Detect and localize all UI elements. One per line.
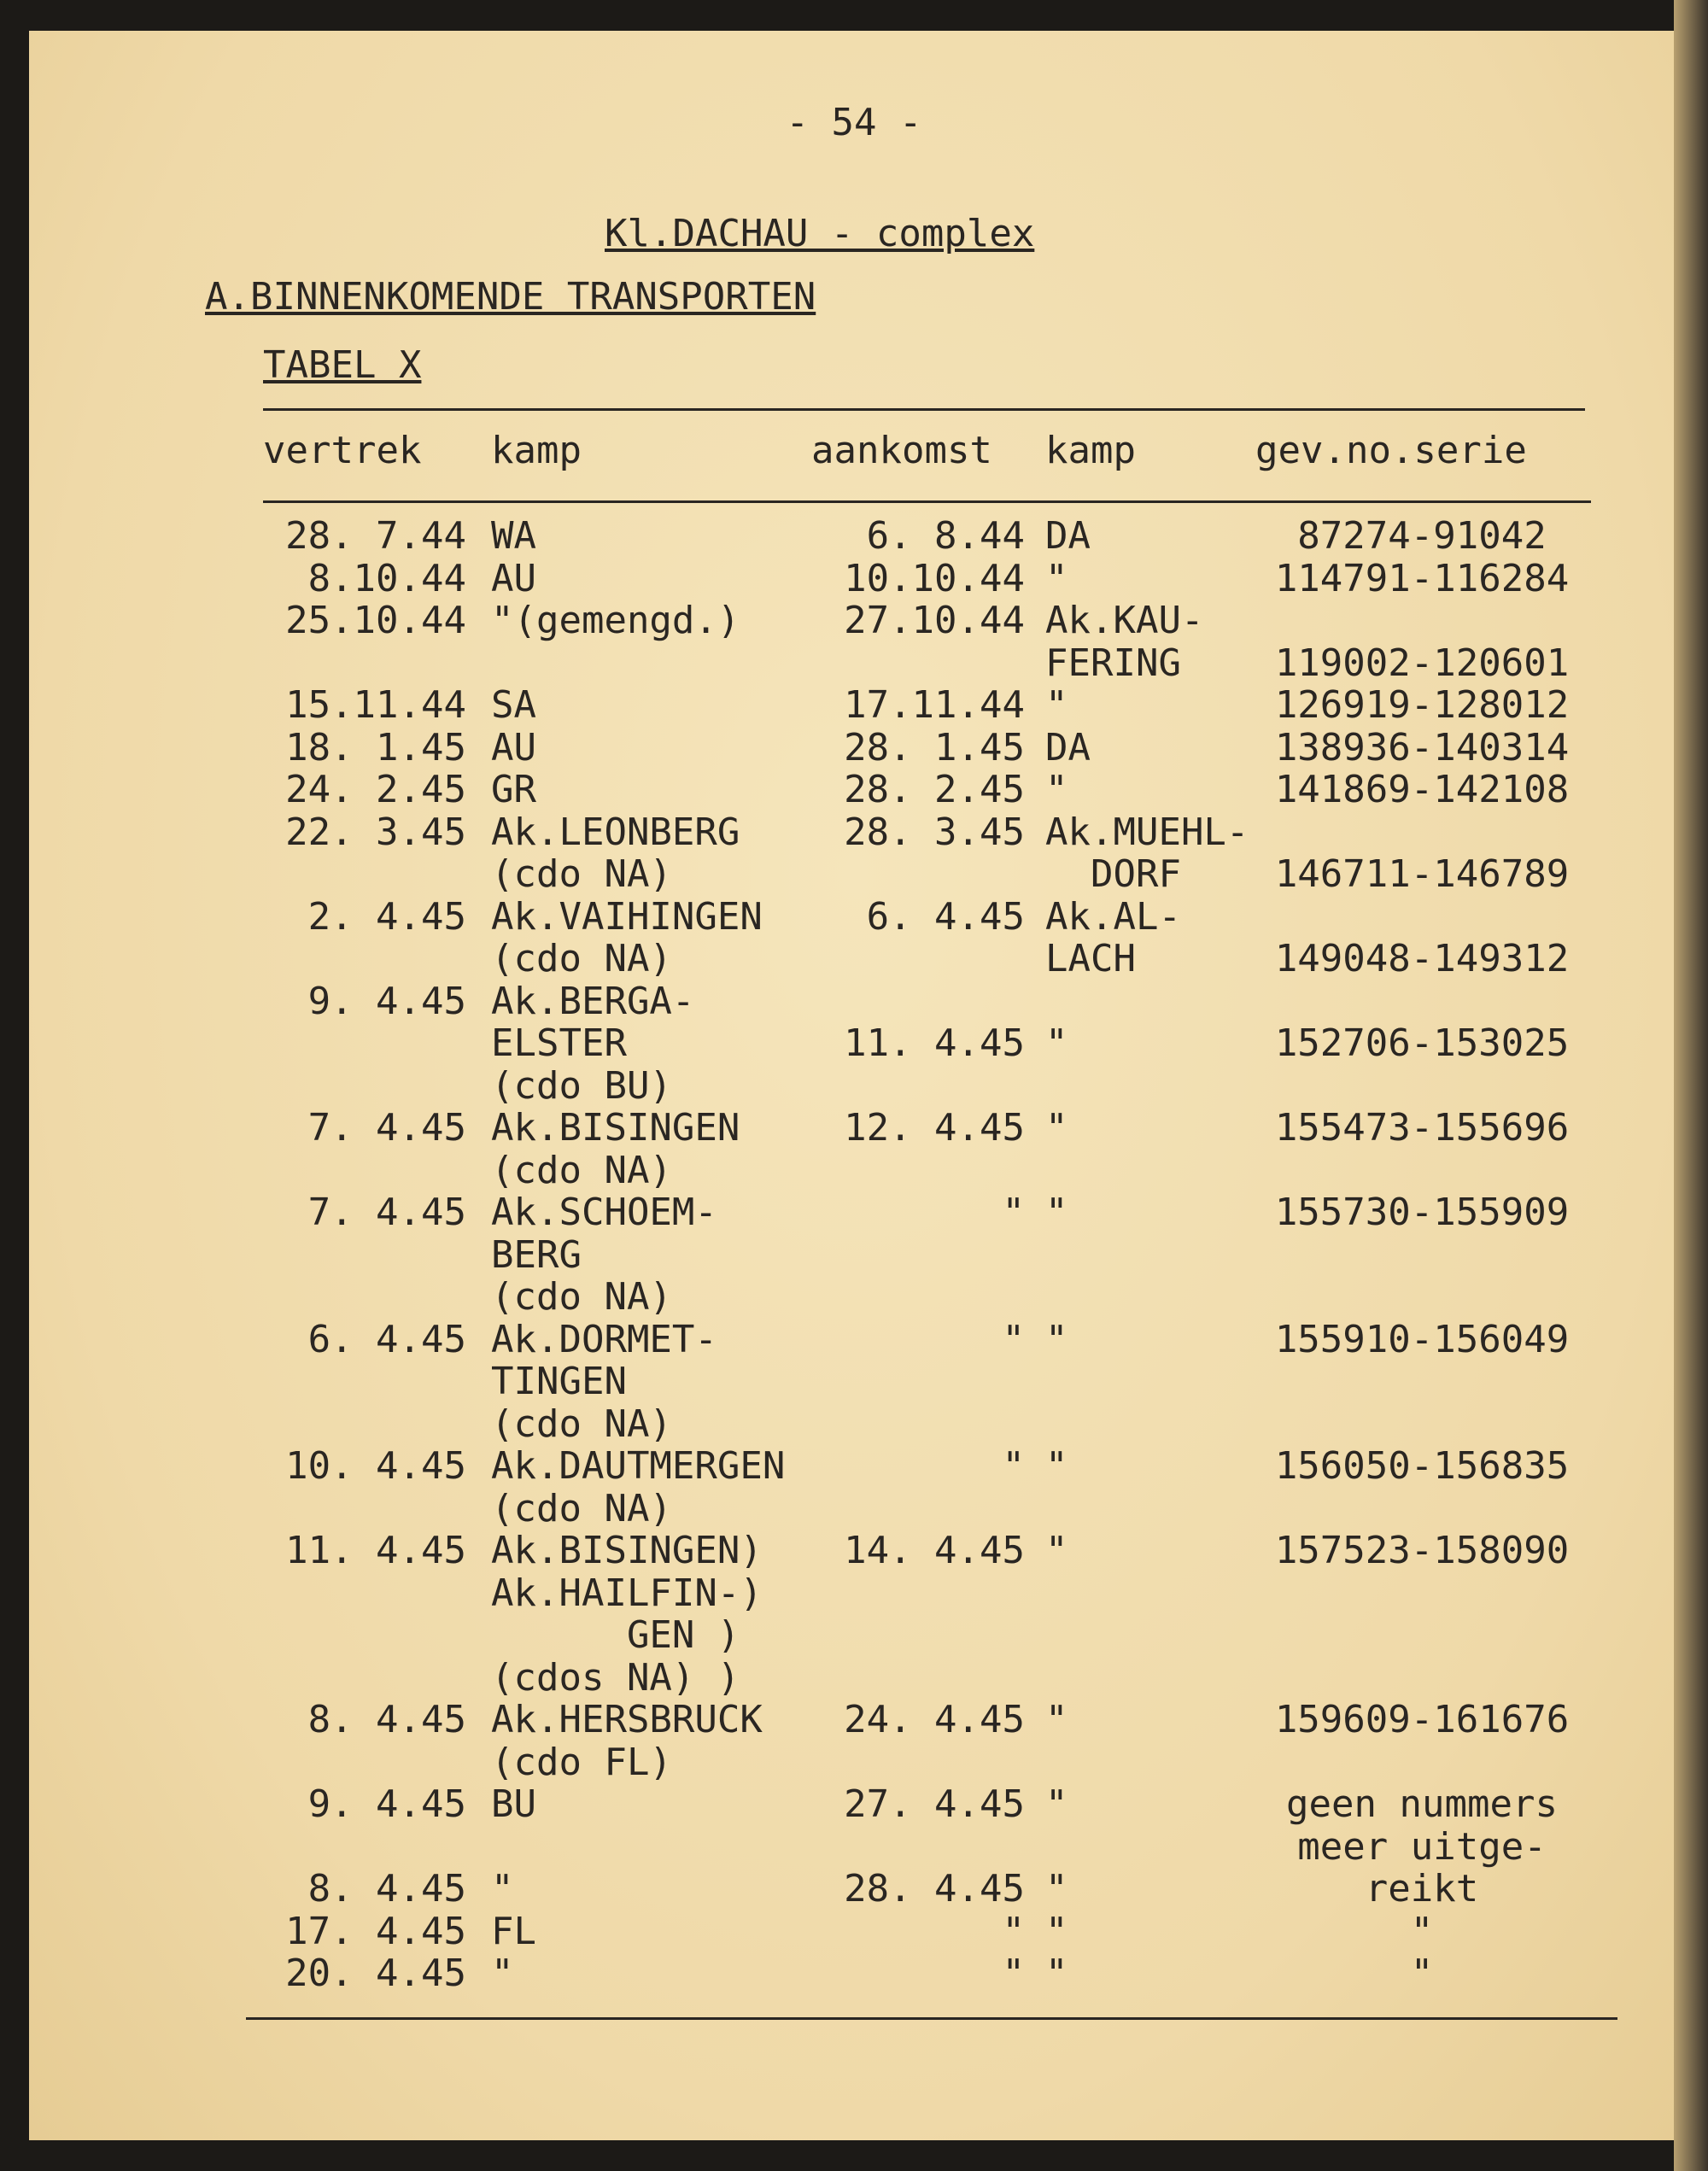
table-row (0, 556, 1708, 602)
arrival-date: 28. 2.45 (844, 768, 1025, 811)
number-series: 141869-142108 (1274, 768, 1570, 811)
arrival-camp: Ak.MUEHL- (1045, 810, 1249, 854)
number-series: 149048-149312 (1274, 937, 1570, 980)
departure-camp: Ak.BISINGEN (491, 1106, 740, 1150)
table-row (0, 599, 1708, 644)
arrival-date: " (1002, 1191, 1025, 1234)
arrival-camp: DA (1045, 725, 1091, 770)
table-row (0, 1486, 1708, 1532)
arrival-camp: DORF (1045, 852, 1181, 896)
departure-date: 15.11.44 (285, 683, 466, 727)
section-heading: A.BINNENKOMENDE TRANSPORTEN (205, 275, 816, 319)
departure-camp: (cdo NA) (491, 1275, 672, 1319)
departure-date: 6. 4.45 (307, 1317, 466, 1361)
page-title: Kl.DACHAU - complex (605, 212, 1035, 255)
table-row (0, 1063, 1708, 1109)
departure-camp: AU (491, 556, 536, 600)
departure-date: 10. 4.45 (285, 1444, 466, 1488)
arrival-camp: " (1045, 1782, 1068, 1826)
number-series: 87274-91042 (1297, 514, 1547, 558)
departure-camp: ELSTER (491, 1021, 627, 1065)
arrival-date: 14. 4.45 (844, 1529, 1025, 1572)
table-label: TABEL X (263, 343, 422, 387)
departure-camp: GEN ) (491, 1613, 740, 1657)
departure-date: 18. 1.45 (285, 725, 466, 770)
table-row (0, 1782, 1708, 1828)
departure-camp: Ak.HERSBRUCK (491, 1698, 763, 1741)
table-row (0, 1021, 1708, 1067)
arrival-date: 27. 4.45 (844, 1782, 1025, 1826)
departure-camp: (cdo BU) (491, 1063, 672, 1108)
departure-camp: (cdo NA) (491, 1486, 672, 1530)
table-row (0, 1401, 1708, 1448)
departure-camp: (cdo NA) (491, 1401, 672, 1446)
departure-camp: AU (491, 725, 536, 770)
table-row (0, 1952, 1708, 1997)
arrival-camp: " (1045, 1317, 1068, 1361)
departure-camp: Ak.DORMET- (491, 1317, 717, 1361)
table-row (0, 1571, 1708, 1617)
arrival-camp: " (1045, 1191, 1068, 1234)
arrival-date: 10.10.44 (844, 556, 1025, 600)
departure-camp: GR (491, 768, 536, 811)
number-series: 138936-140314 (1274, 725, 1570, 770)
table-row (0, 1740, 1708, 1786)
arrival-camp: Ak.AL- (1045, 894, 1181, 939)
header-aankomst: aankomst (811, 429, 992, 472)
departure-date: 9. 4.45 (307, 1782, 466, 1826)
number-series: " (1410, 1952, 1434, 1995)
departure-date: 8.10.44 (307, 556, 466, 600)
arrival-camp: " (1045, 683, 1068, 727)
arrival-date: 28. 3.45 (844, 810, 1025, 854)
table-row (0, 1275, 1708, 1320)
table-row (0, 1529, 1708, 1574)
departure-camp: " (491, 1867, 514, 1911)
departure-date: 9. 4.45 (307, 979, 466, 1023)
table-row (0, 641, 1708, 687)
departure-camp: BU (491, 1782, 536, 1826)
table-row (0, 725, 1708, 771)
departure-camp: TINGEN (491, 1360, 627, 1403)
table-row (0, 979, 1708, 1025)
arrival-camp: " (1045, 1106, 1068, 1150)
table-row (0, 1909, 1708, 1955)
departure-date: 7. 4.45 (307, 1191, 466, 1234)
arrival-date: 28. 4.45 (844, 1867, 1025, 1911)
departure-camp: " (491, 1952, 514, 1995)
header-vertrek: vertrek (263, 429, 422, 472)
departure-camp: Ak.SCHOEM- (491, 1191, 717, 1234)
table-row (0, 1106, 1708, 1151)
table-row (0, 1444, 1708, 1489)
table-row (0, 514, 1708, 559)
table-row (0, 1360, 1708, 1405)
departure-camp: "(gemengd.) (491, 599, 740, 642)
departure-camp: SA (491, 683, 536, 727)
table-row (0, 1867, 1708, 1912)
arrival-camp: " (1045, 1698, 1068, 1741)
arrival-camp: DA (1045, 514, 1091, 558)
departure-camp: Ak.BISINGEN) (491, 1529, 763, 1572)
departure-camp: WA (491, 514, 536, 558)
number-series: 157523-158090 (1274, 1529, 1570, 1572)
arrival-date: 6. 4.45 (866, 894, 1025, 939)
arrival-date: 28. 1.45 (844, 725, 1025, 770)
arrival-date: " (1002, 1952, 1025, 1995)
departure-camp: Ak.VAIHINGEN (491, 894, 763, 939)
table-row (0, 1191, 1708, 1236)
departure-date: 11. 4.45 (285, 1529, 466, 1572)
table-row (0, 894, 1708, 940)
departure-camp: FL (491, 1909, 536, 1953)
departure-camp: (cdos NA) ) (491, 1655, 740, 1700)
arrival-date: 11. 4.45 (844, 1021, 1025, 1065)
number-series: " (1410, 1909, 1434, 1953)
header-bottom-rule (263, 500, 1591, 503)
number-series: 159609-161676 (1274, 1698, 1570, 1741)
arrival-date: " (1002, 1444, 1025, 1488)
number-series: 156050-156835 (1274, 1444, 1570, 1488)
departure-camp: Ak.BERGA- (491, 979, 695, 1023)
departure-date: 20. 4.45 (285, 1952, 466, 1995)
number-series: reikt (1365, 1867, 1479, 1911)
arrival-camp: " (1045, 1444, 1068, 1488)
number-series: 155473-155696 (1274, 1106, 1570, 1150)
arrival-camp: " (1045, 1952, 1068, 1995)
table-top-rule (263, 408, 1585, 411)
table-row (0, 1698, 1708, 1743)
arrival-date: 12. 4.45 (844, 1106, 1025, 1150)
departure-date: 22. 3.45 (285, 810, 466, 854)
table-bottom-rule (246, 2017, 1617, 2020)
table-row (0, 1824, 1708, 1870)
arrival-camp: " (1045, 556, 1068, 600)
arrival-date: " (1002, 1909, 1025, 1953)
table-row (0, 1232, 1708, 1279)
departure-date: 2. 4.45 (307, 894, 466, 939)
number-series: 155910-156049 (1274, 1317, 1570, 1361)
departure-camp: Ak.DAUTMERGEN (491, 1444, 786, 1488)
number-series: geen nummers (1286, 1782, 1558, 1826)
arrival-camp: " (1045, 768, 1068, 811)
departure-date: 24. 2.45 (285, 768, 466, 811)
departure-camp: Ak.LEONBERG (491, 810, 740, 854)
table-row (0, 1655, 1708, 1701)
departure-camp: (cdo NA) (491, 852, 672, 896)
departure-date: 17. 4.45 (285, 1909, 466, 1953)
number-series: meer uitge- (1297, 1824, 1547, 1869)
table-row (0, 768, 1708, 813)
number-series: 126919-128012 (1274, 683, 1570, 727)
table-row (0, 1317, 1708, 1363)
number-series: 119002-120601 (1274, 641, 1570, 685)
departure-camp: (cdo NA) (491, 937, 672, 980)
departure-date: 8. 4.45 (307, 1867, 466, 1911)
number-series: 152706-153025 (1274, 1021, 1570, 1065)
departure-camp: (cdo NA) (491, 1148, 672, 1192)
header-kamp-arrival: kamp (1045, 429, 1136, 472)
arrival-camp: " (1045, 1021, 1068, 1065)
arrival-camp: Ak.KAU- (1045, 599, 1204, 642)
departure-camp: (cdo FL) (491, 1740, 672, 1784)
departure-date: 25.10.44 (285, 599, 466, 642)
arrival-date: 27.10.44 (844, 599, 1025, 642)
number-series: 155730-155909 (1274, 1191, 1570, 1234)
arrival-camp: " (1045, 1909, 1068, 1953)
arrival-camp: " (1045, 1867, 1068, 1911)
header-kamp: kamp (491, 429, 582, 472)
table-row (0, 852, 1708, 898)
table-row (0, 1613, 1708, 1659)
arrival-camp: FERING (1045, 641, 1181, 685)
departure-camp: Ak.HAILFIN-) (491, 1571, 763, 1615)
page-number: - 54 - (786, 101, 922, 144)
table-row (0, 683, 1708, 729)
table-row (0, 810, 1708, 856)
arrival-date: 17.11.44 (844, 683, 1025, 727)
arrival-camp: " (1045, 1529, 1068, 1572)
arrival-date: " (1002, 1317, 1025, 1361)
number-series: 114791-116284 (1274, 556, 1570, 600)
arrival-date: 6. 8.44 (866, 514, 1025, 558)
arrival-date: 24. 4.45 (844, 1698, 1025, 1741)
departure-date: 28. 7.44 (285, 514, 466, 558)
table-row (0, 937, 1708, 982)
departure-camp: BERG (491, 1232, 582, 1277)
arrival-camp: LACH (1045, 937, 1136, 980)
table-row (0, 1148, 1708, 1194)
number-series: 146711-146789 (1274, 852, 1570, 896)
departure-date: 7. 4.45 (307, 1106, 466, 1150)
header-serie: gev.no.serie (1255, 429, 1527, 472)
departure-date: 8. 4.45 (307, 1698, 466, 1741)
